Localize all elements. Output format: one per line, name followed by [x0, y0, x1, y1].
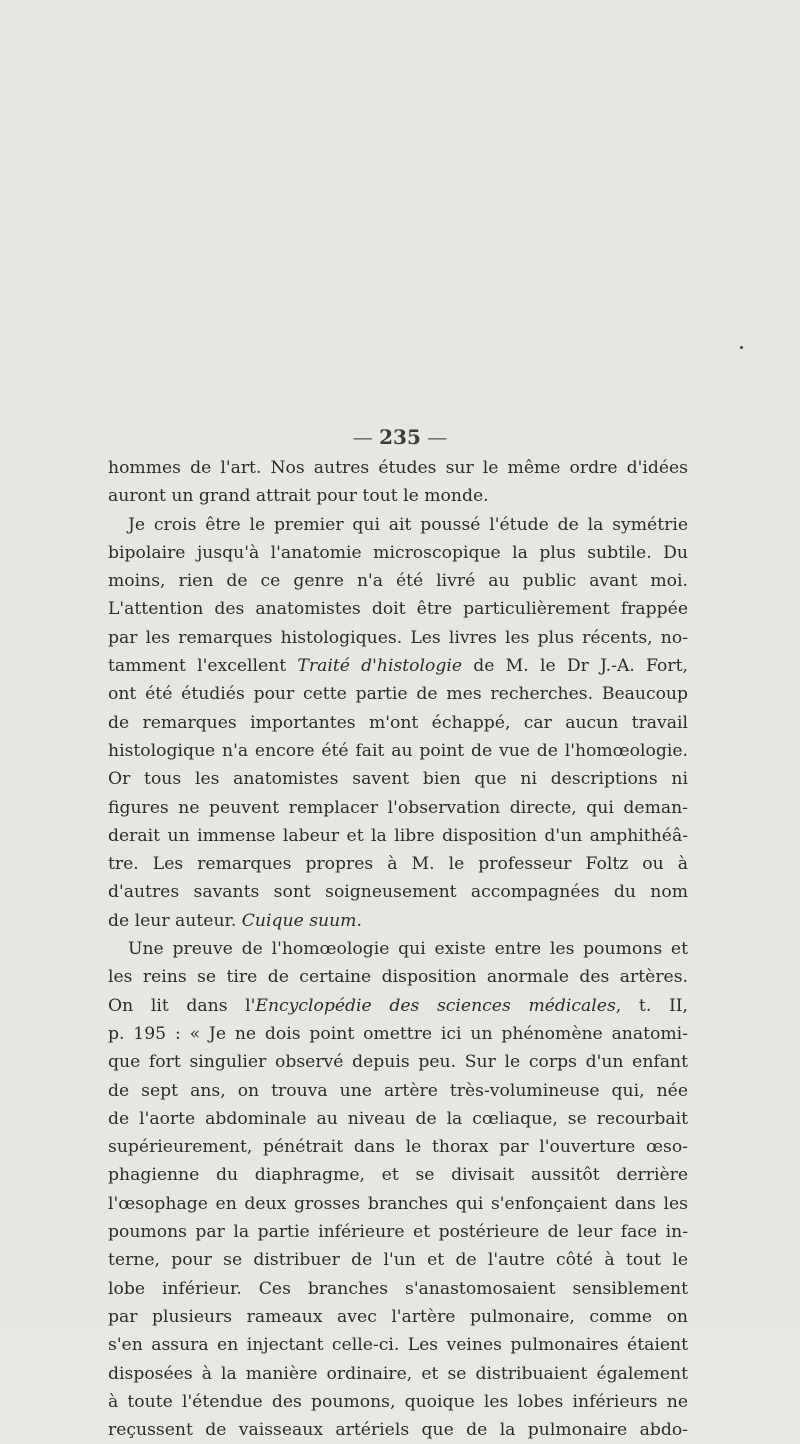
text-line: tre. Les remarques propres à M. le professeur Foltz ou à — [108, 854, 688, 875]
text-line: les reins se tire de certaine disposition anormale des artères. — [108, 967, 688, 988]
text-line: l'œsophage en deux grosses branches qui s'enfonçaient dans les — [108, 1193, 688, 1214]
text-line: à toute l'étendue des poumons, quoique les lobes inférieurs ne — [108, 1391, 688, 1412]
text-line: Je crois être le premier qui ait poussé l'étude de la symétrie — [128, 514, 688, 535]
text-line: bipolaire jusqu'à l'anatomie microscopique la plus subtile. Du — [108, 542, 688, 563]
text-line: disposées à la manière ordinaire, et se distribuaient également — [108, 1363, 688, 1384]
text-line: par les remarques histologiques. Les livres les plus récents, no- — [108, 627, 688, 648]
text-line: derait un immense labeur et la libre disposition d'un amphithéâ- — [108, 825, 688, 846]
text-line: histologique n'a encore été fait au point de vue de l'homœologie. — [108, 740, 688, 761]
text-line: d'autres savants sont soigneusement accompagnées du nom — [108, 882, 688, 903]
text-line: auront un grand attrait pour tout le monde. — [108, 486, 489, 507]
latin-phrase: Cuique suum. — [241, 910, 362, 931]
text-line: reçussent de vaisseaux artériels que de la pulmonaire abdo- — [108, 1420, 688, 1441]
text-line: L'attention des anatomistes doit être particulièrement frappée — [108, 599, 688, 620]
text-line: tamment l'excellent Traité d'histologie de M. le Dr J.-A. Fort, — [108, 656, 688, 677]
text-line: Or tous les anatomistes savent bien que ni descriptions ni — [108, 769, 688, 790]
text-line: moins, rien de ce genre n'a été livré au public avant moi. — [108, 571, 688, 592]
text-line: p. 195 : « Je ne dois point omettre ici un phénomène anatomi- — [108, 1023, 688, 1044]
text-line: de remarques importantes m'ont échappé, car aucun travail — [108, 712, 688, 733]
text-line: poumons par la partie inférieure et postérieure de leur face in- — [108, 1222, 688, 1243]
text-line: de l'aorte abdominale au niveau de la cœliaque, se recourbait — [108, 1108, 688, 1129]
text-line: s'en assura en injectant celle-ci. Les veines pulmonaires étaient — [108, 1335, 688, 1356]
text-line: On lit dans l'Encyclopédie des sciences médicales, t. II, — [108, 995, 688, 1016]
text-line: figures ne peuvent remplacer l'observation directe, qui deman- — [108, 797, 688, 818]
encyclopedia-title: Encyclopédie des sciences médicales — [255, 995, 616, 1016]
text-line: hommes de l'art. Nos autres études sur le même ordre d'idées — [108, 458, 688, 478]
text-line: terne, pour se distribuer de l'un et de l'autre côté à tout le — [108, 1250, 688, 1271]
text-line: ont été étudiés pour cette partie de mes recherches. Beaucoup — [108, 684, 688, 705]
text-line: lobe inférieur. Ces branches s'anastomosaient sensiblement — [108, 1278, 688, 1299]
book-title: Traité d'histologie — [297, 656, 463, 677]
text-line: phagienne du diaphragme, et se divisait aussitôt derrière — [108, 1165, 688, 1186]
text-line: de sept ans, on trouva une artère très-volumineuse qui, née — [108, 1080, 688, 1101]
body-text — [108, 454, 688, 1444]
text-line: Une preuve de l'homœologie qui existe entre les poumons et — [128, 939, 688, 960]
margin-mark — [740, 346, 743, 349]
page-number: — 235 — — [352, 425, 448, 449]
text-line: que fort singulier observé depuis peu. Sur le corps d'un enfant — [108, 1052, 688, 1073]
text-line: supérieurement, pénétrait dans le thorax par l'ouverture œso- — [108, 1137, 688, 1158]
text-line: par plusieurs rameaux avec l'artère pulmonaire, comme on — [108, 1306, 688, 1327]
text-line: de leur auteur. Cuique suum. — [108, 910, 362, 931]
